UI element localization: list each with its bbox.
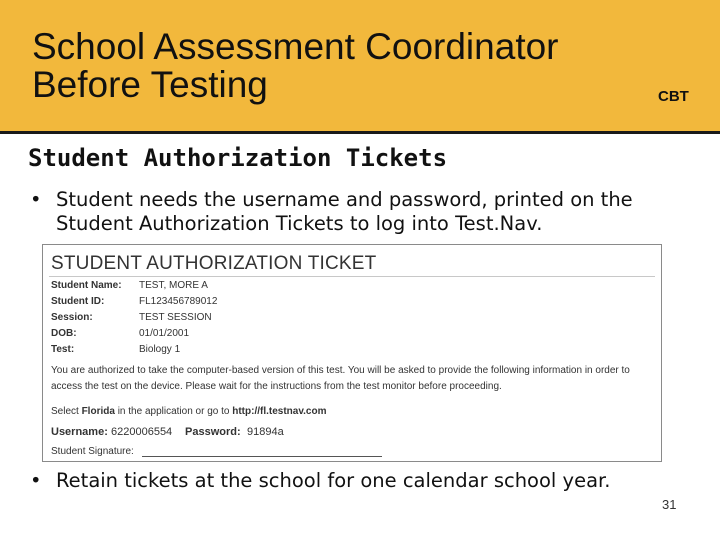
slide-title-line-1: School Assessment Coordinator: [32, 26, 559, 67]
field-label-student-id: Student ID:: [51, 296, 105, 307]
ticket-instruction-line-1: You are authorized to take the computer-based version of this test. You will be asked to provide the following information in order to: [51, 365, 630, 376]
header-banner: [0, 0, 720, 134]
bullet-text-line-1: Student needs the username and password, printed on the: [56, 188, 633, 211]
cbt-badge: CBT: [658, 88, 689, 105]
field-value-session: TEST SESSION: [139, 312, 212, 323]
select-state: Florida: [81, 406, 115, 417]
ticket-select-line: [51, 406, 327, 417]
ticket-title: STUDENT AUTHORIZATION TICKET: [51, 253, 377, 274]
field-value-test: Biology 1: [139, 344, 181, 355]
signature-line: [142, 456, 382, 457]
section-heading: Student Authorization Tickets: [28, 144, 448, 172]
bullet-text: Retain tickets at the school for one calendar school year.: [56, 469, 611, 492]
authorization-ticket-image: [42, 244, 662, 462]
field-label-test: Test:: [51, 344, 75, 355]
username-value: 6220006554: [111, 426, 173, 438]
ticket-instruction-line-2: access the test on the device. Please wait for the instructions from the test monitor before proceeding.: [51, 381, 502, 392]
bullet-text-line-2: Student Authorization Tickets to log into Test.Nav.: [56, 212, 543, 235]
field-label-dob: DOB:: [51, 328, 77, 339]
password-value: 91894a: [247, 426, 284, 438]
field-label-session: Session:: [51, 312, 93, 323]
field-value-dob: 01/01/2001: [139, 328, 190, 339]
ticket-divider: [49, 276, 655, 277]
bullet-marker: •: [30, 188, 42, 211]
signature-label: Student Signature:: [51, 446, 134, 457]
field-label-student-name: Student Name:: [51, 280, 122, 291]
slide-title-line-2: Before Testing: [32, 64, 268, 105]
select-prefix: Select: [51, 406, 82, 417]
username-label: Username:: [51, 426, 108, 438]
bullet-marker: •: [30, 469, 42, 492]
bullet-text: [56, 188, 633, 236]
slide-title: [32, 28, 559, 104]
page-number: 31: [662, 497, 677, 512]
select-middle: in the application or go to: [114, 406, 233, 417]
password-label: Password:: [185, 426, 241, 438]
select-url: http://fl.testnav.com: [232, 406, 327, 417]
field-value-student-name: TEST, MORE A: [139, 280, 208, 291]
field-value-student-id: FL123456789012: [139, 296, 218, 307]
